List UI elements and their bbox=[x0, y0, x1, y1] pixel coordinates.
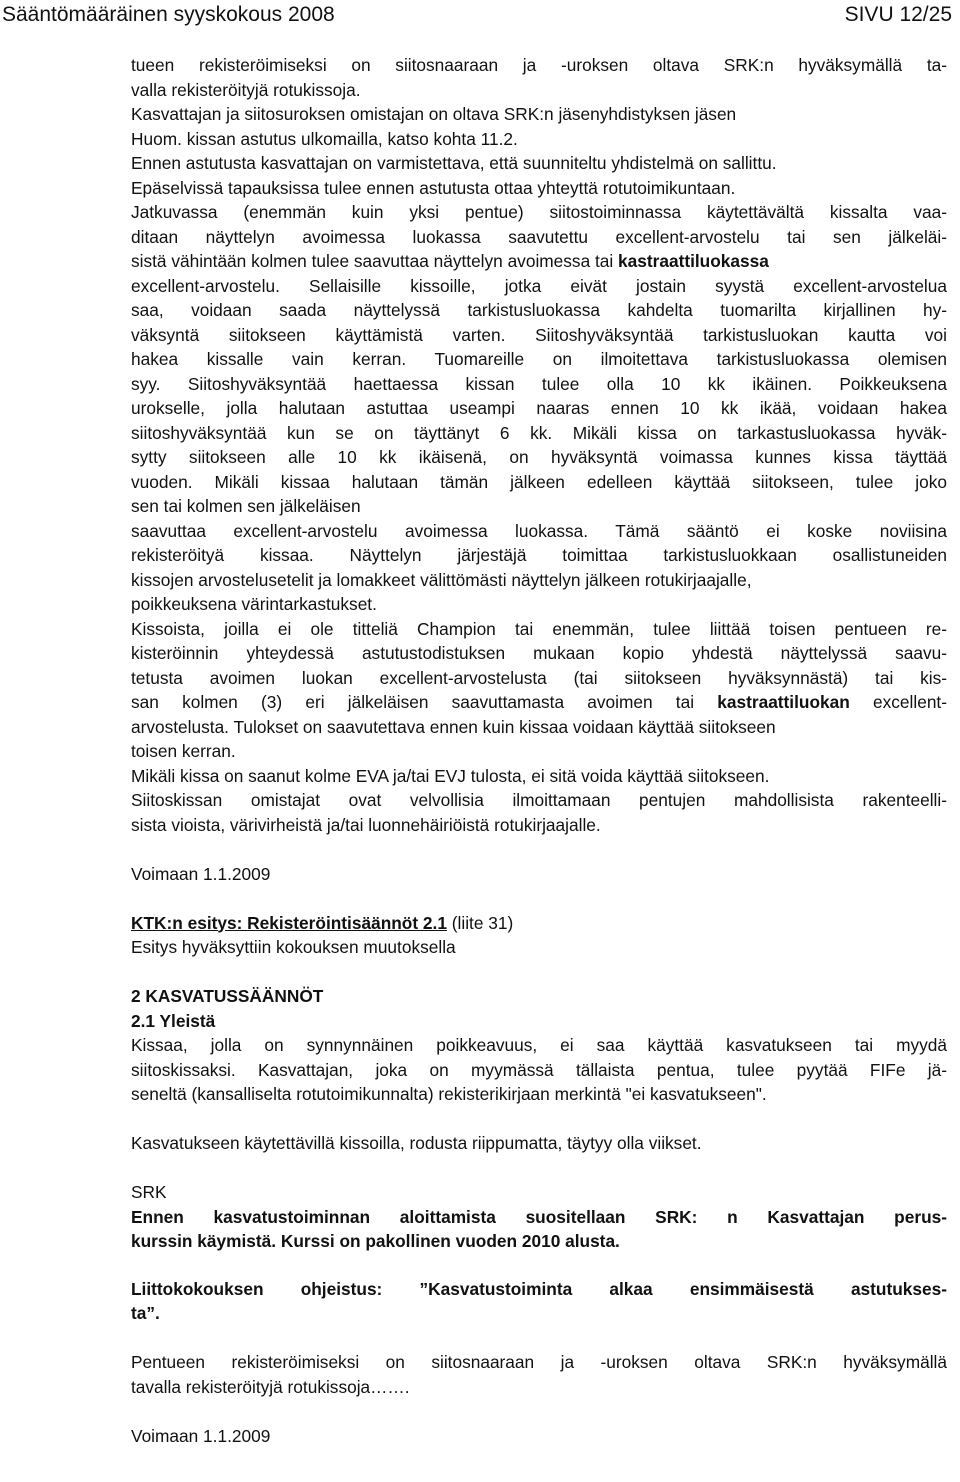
text-line: excellent-arvostelu. Sellaisille kissoille, jotka eivät jostain syystä excellent-arvostelua bbox=[131, 275, 947, 296]
spacer bbox=[131, 1107, 947, 1132]
spacer bbox=[131, 837, 947, 862]
text-line: ditaan näyttelyn avoimessa luokassa saavutettu excellent-arvostelu tai sen jälkeläi- bbox=[131, 226, 947, 247]
text-line: tueen rekisteröimiseksi on siitosnaaraan ja -uroksen oltava SRK:n hyväksymällä ta- bbox=[131, 55, 947, 75]
spacer bbox=[131, 1399, 947, 1424]
text-line: arvostelusta. Tulokset on saavutettava ennen kuin kissaa voidaan käyttää siitokseen bbox=[131, 716, 776, 737]
text-line: rekisteröityä kissaa. Näyttelyn järjestäjä toimittaa tarkistusluokkaan osallistuneiden bbox=[131, 545, 947, 565]
text-line: ta”. bbox=[131, 1303, 160, 1323]
text-line: Kissaa, jolla on synnynnäinen poikkeavuus, ei saa käyttää kasvatukseen tai myydä bbox=[131, 1035, 947, 1055]
whiskers-rule: Kasvatukseen käytettävillä kissoilla, rodusta riippumatta, täytyy olla viikset. bbox=[131, 1133, 702, 1153]
text-line: sytty siitokseen alle 10 kk ikäisenä, on hyväksyntä voimassa kunnes kissa täyttää bbox=[131, 447, 947, 467]
subsection-heading: 2.1 Yleistä bbox=[131, 1010, 216, 1031]
ktk-attachment: (liite 31) bbox=[446, 912, 514, 933]
text-line: Mikäli kissa on saanut kolme EVA ja/tai EVJ tulosta, ei sitä voida käyttää siitokseen. bbox=[131, 765, 770, 786]
ktk-decision: Esitys hyväksyttiin kokouksen muutoksella bbox=[131, 937, 456, 957]
spacer bbox=[131, 1326, 947, 1351]
emphasis-neuter-class: kastraattiluokan bbox=[717, 692, 850, 712]
effective-date: Voimaan 1.1.2009 bbox=[131, 1425, 271, 1446]
document-title: Sääntömääräinen syyskokous 2008 bbox=[2, 3, 335, 26]
section-heading: 2 KASVATUSSÄÄNNÖT bbox=[131, 986, 324, 1006]
text-line: sen tai kolmen sen jälkeläisen bbox=[131, 496, 361, 516]
text-line: siitoskissaksi. Kasvattajan, joka on myymässä tällaista pentua, tulee pyytää FIFe jä- bbox=[131, 1059, 947, 1080]
text-line: vuoden. Mikäli kissaa halutaan tämän jälkeen edelleen käyttää siitokseen, tulee joko bbox=[131, 471, 947, 492]
text-line: Epäselvissä tapauksissa tulee ennen astutusta ottaa yhteyttä rotutoimikuntaan. bbox=[131, 177, 736, 198]
text-line: poikkeuksena värintarkastukset. bbox=[131, 594, 377, 614]
srk-course-note bbox=[131, 1205, 947, 1254]
text-line: seneltä (kansalliselta rotutoimikunnalta) rekisterikirjaan merkintä "ei kasvatukseen". bbox=[131, 1084, 767, 1104]
spacer bbox=[131, 886, 947, 911]
text-line: Pentueen rekisteröimiseksi on siitosnaaraan ja -uroksen oltava SRK:n hyväksymällä bbox=[131, 1352, 947, 1372]
text-run: excellent- bbox=[849, 692, 947, 712]
text-line: Kissoista, joilla ei ole titteliä Champion tai enemmän, tulee liittää toisen pentueen re- bbox=[131, 618, 947, 639]
text-line: kisteröinnin yhteydessä astutustodistuksen mukaan kopio yhdestä näyttelyssä saavu- bbox=[131, 643, 947, 663]
text-line: Ennen kasvatustoiminnan aloittamista suositellaan SRK: n Kasvattajan perus- bbox=[131, 1206, 947, 1227]
text-line: siitoshyväksyntää kun se on täyttänyt 6 kk. Mikäli kissa on tarkastusluokassa hyväk- bbox=[131, 422, 947, 443]
text-line: Jatkuvassa (enemmän kuin yksi pentue) siitostoiminnassa käytettävältä kissalta vaa- bbox=[131, 202, 947, 222]
text-line: Liittokokouksen ohjeistus: ”Kasvatustoiminta alkaa ensimmäisestä astutukses- bbox=[131, 1278, 947, 1299]
emphasis-neuter-class: kastraattiluokassa bbox=[618, 251, 769, 271]
ktk-proposal-title: KTK:n esitys: Rekisteröintisäännöt 2.1 bbox=[131, 912, 447, 933]
text-run: sistä vähintään kolmen tulee saavuttaa näyttelyn avoimessa tai bbox=[131, 251, 619, 271]
text-line: tetusta avoimen luokan excellent-arvostelusta (tai siitokseen hyväksynnästä) tai kis- bbox=[131, 667, 947, 688]
page-header bbox=[0, 0, 960, 34]
text-line: kissojen arvostelusetelit ja lomakkeet välittömästi näyttelyn jälkeen rotukirjaajalle, bbox=[131, 569, 752, 590]
text-line: saa, voidaan saada näyttelyssä tarkistusluokassa kahdelta tuomarilta kirjallinen hy- bbox=[131, 300, 947, 320]
text-line bbox=[131, 249, 947, 274]
text-line: toisen kerran. bbox=[131, 741, 236, 761]
page-number: SIVU 12/25 bbox=[844, 3, 952, 26]
text-line: kurssin käymistä. Kurssi on pakollinen vuoden 2010 alusta. bbox=[131, 1231, 620, 1251]
text-line: valla rekisteröityjä rotukissoja. bbox=[131, 79, 361, 100]
general-paragraph bbox=[131, 1033, 947, 1107]
text-line: väksyntä siitokseen käyttämistä varten. Siitoshyväksyntää tarkistusluokan kautta voi bbox=[131, 324, 947, 345]
spacer bbox=[131, 1254, 947, 1277]
text-line: hakea kissalle vain kerran. Tuomareille on ilmoitettava tarkistusluokassa olemisen bbox=[131, 349, 947, 369]
text-line: Kasvattajan ja siitosuroksen omistajan on oltava SRK:n jäsenyhdistyksen jäsen bbox=[131, 104, 737, 124]
document-body bbox=[131, 53, 947, 1448]
federation-guideline bbox=[131, 1277, 947, 1326]
breeding-paragraph bbox=[131, 53, 947, 837]
spacer bbox=[131, 960, 947, 985]
text-line: urokselle, jolla halutaan astuttaa useampi naaras ennen 10 kk ikää, voidaan hakea bbox=[131, 398, 947, 418]
ktk-proposal bbox=[131, 911, 947, 936]
text-line: syy. Siitoshyväksyntää haettaessa kissan tulee olla 10 kk ikäinen. Poikkeuksena bbox=[131, 373, 947, 394]
text-line: Ennen astutusta kasvattajan on varmistettava, että suunniteltu yhdistelmä on sallittu. bbox=[131, 153, 777, 173]
spacer bbox=[131, 1156, 947, 1181]
text-run: san kolmen (3) eri jälkeläisen saavuttamasta avoimen tai bbox=[131, 692, 718, 712]
text-line: Huom. kissan astutus ulkomailla, katso kohta 11.2. bbox=[131, 128, 518, 149]
text-line: sista vioista, värivirheistä ja/tai luonnehäiriöistä rotukirjaajalle. bbox=[131, 814, 601, 835]
text-line: saavuttaa excellent-arvostelu avoimessa luokassa. Tämä sääntö ei koske noviisina bbox=[131, 520, 947, 541]
effective-date: Voimaan 1.1.2009 bbox=[131, 863, 271, 884]
srk-label: SRK bbox=[131, 1182, 167, 1202]
text-line bbox=[131, 690, 947, 715]
text-line: Siitoskissan omistajat ovat velvollisia ilmoittamaan pentujen mahdollisista rakenteelli- bbox=[131, 790, 947, 810]
text-line: tavalla rekisteröityjä rotukissoja……. bbox=[131, 1376, 410, 1397]
litter-registration bbox=[131, 1350, 947, 1399]
